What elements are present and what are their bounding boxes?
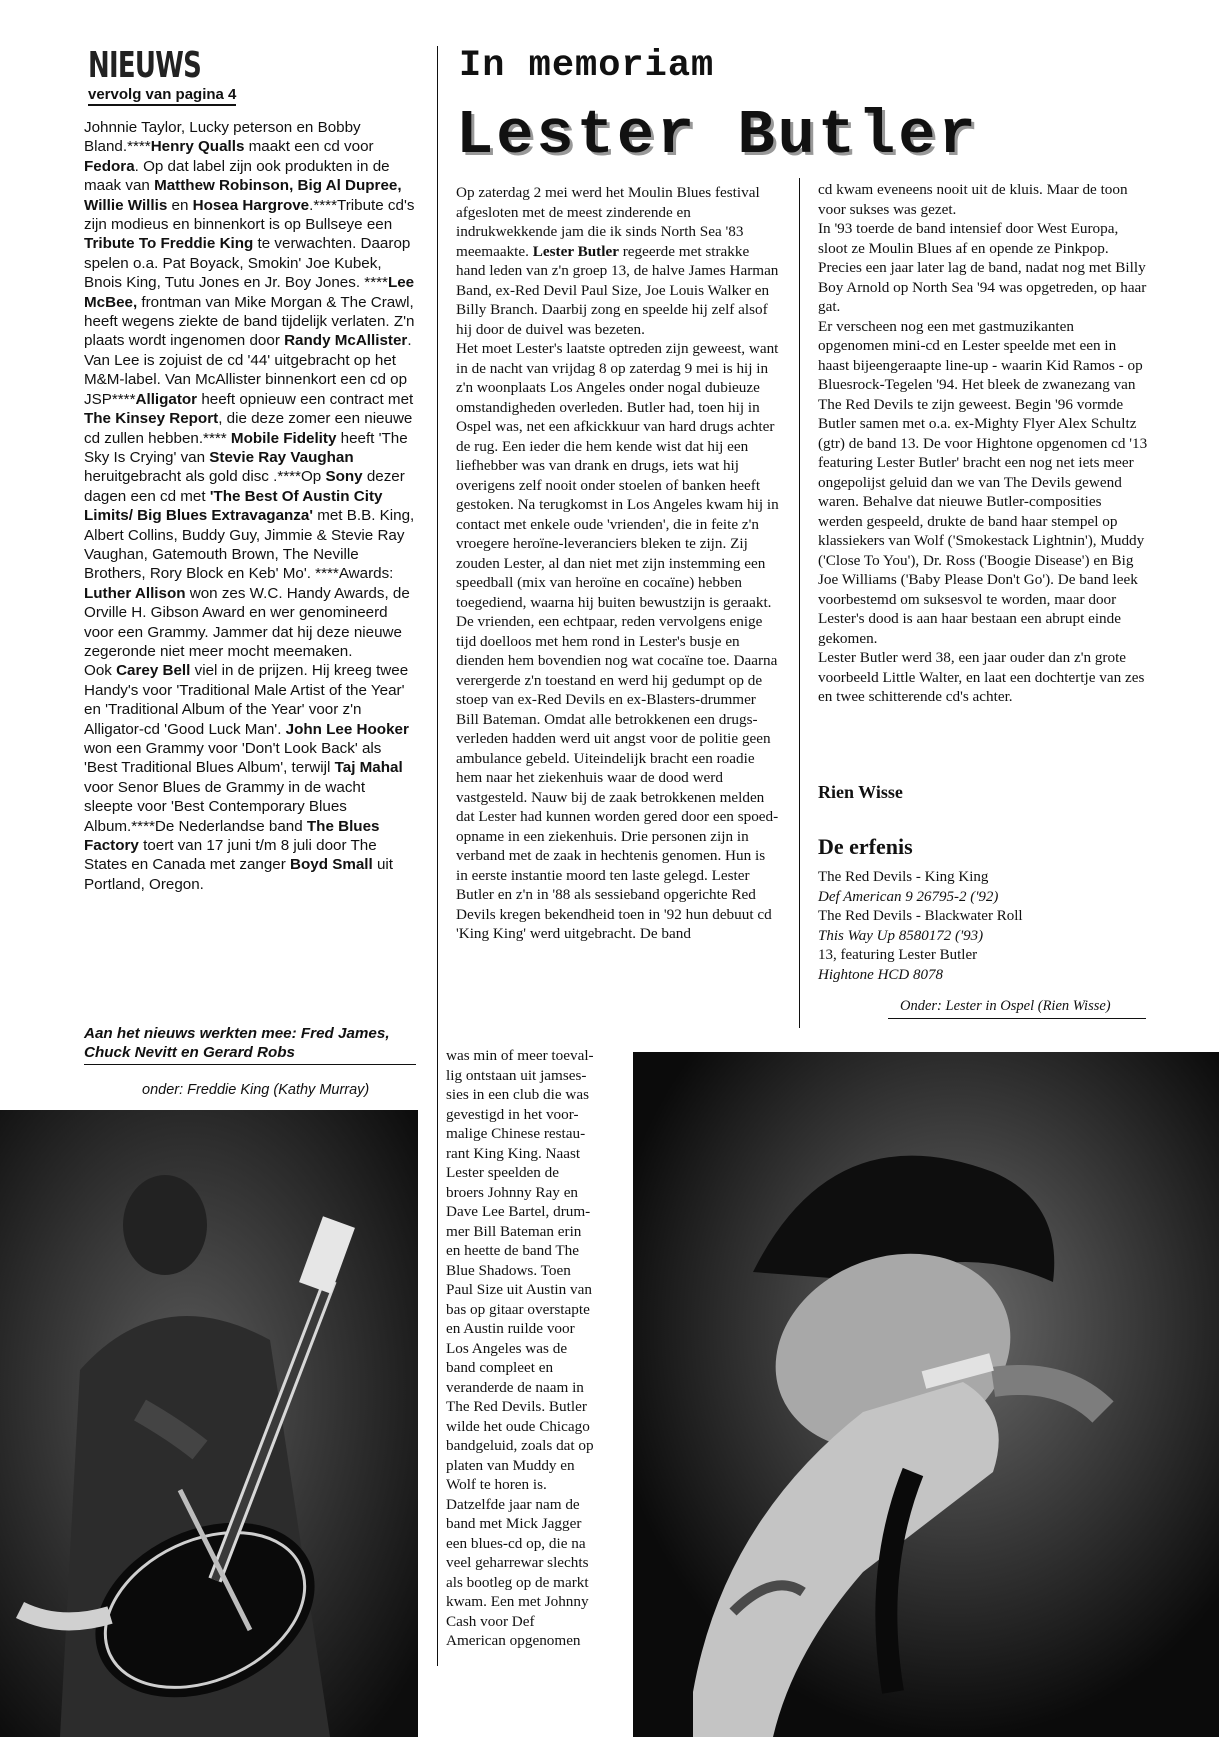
photo-freddie-king xyxy=(0,1110,418,1737)
discography-catalog: This Way Up 8580172 ('93) xyxy=(818,927,984,944)
article-column-1-continued: was min of meer toeval-lig ontstaan uit jamses-sies in een club die was gevestigd in het voor-malige Chinese restau-rant King King. Naast Lester speelden de broers Johnny Ray en Dave Lee Bartel, drum-mer Bill Bateman erin en heette de band The Blue Shadows. Toen Paul Size uit Austin van bas op gitaar overstapte en Austin ruilde voor Los Angeles was de band compleet en veranderde de naam in The Red Devils. Butler wilde het oude Chicago bandgeluid, zoals dat op platen van Muddy en Wolf te horen is. Datzelfde jaar nam de band met Mick Jagger een blues-cd op, die na veel geharrewar slechts als bootleg op de markt kwam. Een met Johnny Cash voor Def American opgenomen xyxy=(446,1047,594,1649)
article-column-2: cd kwam eveneens nooit uit de kluis. Maar de toon voor sukses was gezet. In '93 toerde de band intensief door West Europa, sloot ze Moulin Blues af en opende ze Pinkpop. Precies een jaar later lag de band, nadat nog met Billy Boy Arnold op North Sea '94 was opgetreden, op haar gat. Er verscheen nog een met gastmuzikanten opgenomen mini-cd en Lester speelde met een in haast bijeengeraapte line-up - waarin Kid Ramos - op Bluesrock-Tegelen '94. Het bleek de zwanezang van The Red Devils te zijn geweest. Begin '96 vormde Butler samen met o.a. ex-Mighty Flyer Alex Schultz (gtr) de band 13. De voor Hightone opgenomen cd '13 featuring Lester Butler' bracht een nog net iets meer ongepolijst geluid dan we van The Devils gewend waren. Behalve dat nieuwe Butler-composities werden gespeeld, drukte de band haar stempel op klassiekers van Wolf ('Smokestack Lightnin'), Muddy ('Close To You'), Dr. Ross ('Boogie Disease') en Big Joe Williams ('Baby Please Don't Go'). De band leek voorbestemd om suksesvol te worden, maar door Lester's dood is aan haar bestaan een abrupt einde gekomen. Lester Butler werd 38, een jaar ouder dan z'n grote voorbeeld Little Walter, en laat een dochtertje van zes en twee schitterende cd's achter. xyxy=(818,181,1148,705)
article-author: Rien Wisse xyxy=(818,782,903,802)
discography-line: The Red Devils - Blackwater Roll xyxy=(818,908,1023,924)
nieuws-subtitle: vervolg van pagina 4 xyxy=(88,86,236,106)
discography-title: De erfenis xyxy=(818,834,913,859)
article-title: Lester Butler xyxy=(456,100,979,171)
discography-line: The Red Devils - King King xyxy=(818,869,989,885)
nieuws-credits: Aan het nieuws werkten mee: Fred James, Chuck Nevitt en Gerard Robs xyxy=(84,1025,390,1062)
photo-lester-butler xyxy=(633,1052,1219,1737)
divider xyxy=(84,1064,416,1065)
nieuws-header xyxy=(88,45,268,106)
discography-line: 13, featuring Lester Butler xyxy=(818,947,978,963)
article-kicker: In memoriam xyxy=(459,45,715,87)
discography-item xyxy=(818,946,1148,985)
discography-item xyxy=(818,907,1148,946)
photo-caption-left: onder: Freddie King (Kathy Murray) xyxy=(142,1082,370,1098)
column-divider xyxy=(437,46,438,1666)
photo-caption-right: Onder: Lester in Ospel (Rien Wisse) xyxy=(900,998,1111,1014)
discography-catalog: Def American 9 26795-2 ('92) xyxy=(818,888,999,905)
divider xyxy=(888,1018,1146,1019)
article-column-1: Op zaterdag 2 mei werd het Moulin Blues festival afgesloten met de meest zinderende en indrukwekkende jam die ik sinds North Sea '83 meemaakte. Lester Butler regeerde met strakke hand leden van z'n groep 13, de halve James Harman Band, ex-Red Devil Paul Size, Joe Louis Walker en Billy Branch. Daarbij zong en speelde hij zelf alsof hij door de duivel was bezeten. Het moet Lester's laatste optreden zijn geweest, want in de nacht van vrijdag 8 op zaterdag 9 mei is hij in z'n woonplaats Los Angeles onder nogal dubieuze omstandigheden overleden. Butler had, toen hij in Ospel was, net een afkickkuur van hard drugs achter de rug. Een ieder die hem kende wist dat hij een liefhebber was van drank en drugs, iets wat hij overigens zelf nooit onder stoelen of banken heeft gestoken. Na terugkomst in Los Angeles kwam hij in contact met enkele oude 'vrienden', die in feite z'n vroegere heroïne-leveranciers bleken te zijn. Zij zouden Lester, al dan niet met zijn instemming een speedball (mix van heroïne en cocaïne) hebben toegediend, waarna hij buiten bewustzijn is geraakt. De vrienden, een echtpaar, reden vervolgens enige tijd doelloos met hem rond in Lester's busje en dienden hem bovendien nog wat cocaïne toe. Daarna verergerde z'n toestand en werd hij gedumpt op de stoep van ex-Red Devils en ex-Blasters-drummer Bill Bateman. Omdat alle betrokkenen een drugs-verleden hadden werd uit angst voor de politie geen ambulance gebeld. Uiteindelijk bracht een roadie hem naar het ziekenhuis waar de dood werd vastgesteld. Nauw bij de zaak betrokkenen melden dat Lester had kunnen worden gered door een spoed-opname in een ziekenhuis. Drie personen zijn in verband met de zaak in hechtenis genomen. Hun is in eerste instantie moord ten laste gelegd. Lester Butler en z'n in '88 als sessieband opgerichte Red Devils kregen bekendheid toen in '92 hun debuut cd 'King King' werd uitgebracht. De band xyxy=(456,184,779,942)
nieuws-body: Johnnie Taylor, Lucky peterson en Bobby Bland.****Henry Qualls maakt een cd voor Fedora. Op dat label zijn ook produkten in de maak van Matthew Robinson, Big Al Dupree, Willie Willis en Hosea Hargrove.****Tribute cd's zijn modieus en binnenkort is op Bullseye een Tribute To Freddie King te verwachten. Daarop spelen o.a. Pat Boyack, Smokin' Joe Kubek, Bnois King, Tutu Jones en Jr. Boy Jones. ****Lee McBee, frontman van Mike Morgan & The Crawl, heeft wegens ziekte de band tijdelijk verlaten. Z'n plaats wordt ingenomen door Randy McAllister. Van Lee is zojuist de cd '44' uitgebracht op het M&M-label. Van McAllister binnenkort een cd op JSP****Alligator heeft opnieuw een contract met The Kinsey Report, die deze zomer een nieuwe cd zullen hebben.**** Mobile Fidelity heeft 'The Sky Is Crying' van Stevie Ray Vaughan heruitgebracht als gold disc .****Op Sony dezer dagen een cd met 'The Best Of Austin City Limits/ Big Blues Extravaganza' met B.B. King, Albert Collins, Buddy Guy, Jimmie & Stevie Ray Vaughan, Gatemouth Brown, The Neville Brothers, Rory Block en Keb' Mo'. ****Awards: Luther Allison won zes W.C. Handy Awards, de Orville H. Gibson Award en wer genomineerd voor een Grammy. Jammer dat hij deze nieuwe zegeronde niet meer mocht meemaken. Ook Carey Bell viel in de prijzen. Hij kreeg twee Handy's voor 'Traditional Male Artist of the Year' en 'Traditional Album of the Year' voor z'n Alligator-cd 'Good Luck Man'. John Lee Hooker won een Grammy voor 'Don't Look Back' als 'Best Traditional Blues Album', terwijl Taj Mahal voor Senor Blues de Grammy in de wacht sleepte voor 'Best Contemporary Blues Album.****De Nederlandse band The Blues Factory toert van 17 juni t/m 8 juli door The States en Canada met zanger Boyd Small uit Portland, Oregon. xyxy=(84,119,415,893)
article-column-divider xyxy=(799,178,800,1028)
photo-freddie-king-graphic xyxy=(0,1110,418,1737)
discography-item xyxy=(818,868,1148,907)
discography-list xyxy=(818,868,1148,985)
photo-lester-butler-graphic xyxy=(633,1052,1219,1737)
nieuws-title: NIEUWS xyxy=(88,45,202,86)
discography-catalog: Hightone HCD 8078 xyxy=(818,966,943,983)
